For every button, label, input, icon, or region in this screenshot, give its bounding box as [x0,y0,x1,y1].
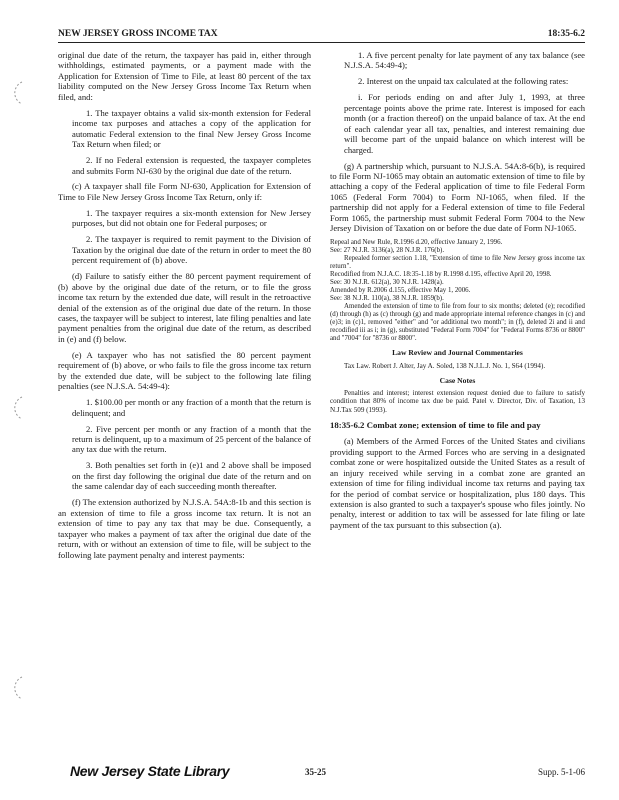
left-paragraph: 2. If no Federal extension is requested, the taxpayer completes and submits Form NJ-630 by the original due date of the return. [72,155,311,176]
section-heading: 18:35-6.2 Combat zone; extension of time to file and pay [330,420,541,431]
left-column [58,50,311,565]
punch-hole-mark [8,675,26,701]
history-note: See: 27 N.J.R. 3136(a), 28 N.J.R. 176(b). [330,247,445,255]
library-stamp: New Jersey State Library [70,763,230,779]
header-section-number: 18:35-6.2 [547,29,585,39]
left-paragraph: original due date of the return, the taxpayer has paid in, either through withholdings, estimated payments, or a payment made with the Application for Extension of Time to File, at least 80 percent of the tax liability computed on the New Jersey Gross Income Tax Return when filed, and: [58,50,311,102]
history-note: Repealed former section 1.18, "Extension of time to file New Jersey gross income tax return". [330,255,585,271]
history-note: See: 38 N.J.R. 110(a), 38 N.J.R. 1859(b). [330,295,444,303]
right-paragraph: (g) A partnership which, pursuant to N.J.S.A. 54A:8-6(b), is required to file Form NJ-1065 may obtain an automatic extension of time to file by attaching a copy of the Federal application of time to file Federal Form 1065 (Federal Form 7004) to Form NJ-1065, when filed. If the partnership did not apply for a Federal extension of time to file Federal Form 1065, the partnership must submit Federal Form 7004 to the New Jersey Division of Taxation on or before the due date of Form NJ-1065. [330,160,585,234]
left-paragraph: 3. Both penalties set forth in (e)1 and 2 above shall be imposed on the first day following the original due date of the return and on the same calendar day of each succeeding month thereafter. [72,460,311,492]
right-paragraph: 1. A five percent penalty for late payment of any tax balance (see N.J.S.A. 54:49-4); [344,50,585,71]
annotation-text: Penalties and interest; interest extension request denied due to failure to satisfy condition that 80% of income tax due be paid. Patel v. Director, Div. of Taxation, 13 N.J.Tax 509 (1993). [330,389,585,414]
left-paragraph: 2. Five percent per month or any fraction of a month that the return is delinquent, up to a maximum of 25 percent of the balance of any tax due with the return. [72,423,311,455]
right-column [330,50,585,536]
left-paragraph: 1. $100.00 per month or any fraction of a month that the return is delinquent; and [72,397,311,418]
punch-hole-mark [8,80,26,106]
right-paragraph: 2. Interest on the unpaid tax calculated at the following rates: [358,76,569,87]
annotation-heading: Law Review and Journal Commentaries [392,348,523,358]
header-title: NEW JERSEY GROSS INCOME TAX [58,29,218,39]
supplement-date: Supp. 5-1-06 [538,767,585,777]
punch-hole-mark [8,395,26,421]
right-paragraph: i. For periods ending on and after July 1, 1993, at three percentage points above the prime rate. Interest is imposed for each month (or a fraction thereof) on the unpaid balance of tax. At the end of each calendar year all tax, penalties, and interest remaining due will become part of the unpaid balance on which interest will be charged. [344,92,585,155]
left-paragraph: 2. The taxpayer is required to remit payment to the Division of Taxation by the original due date of the return in order to meet the 80 percent requirement of (b) above. [72,234,311,266]
history-note: Amended by R.2006 d.155, effective May 1, 2006. [330,287,471,295]
annotation-heading: Case Notes [439,375,476,385]
annotation-text: Tax Law. Robert J. Alter, Jay A. Soled, 138 N.J.L.J. No. 1, S64 (1994). [344,361,546,370]
history-note: See: 30 N.J.R. 612(a), 30 N.J.R. 1428(a). [330,279,444,287]
left-paragraph: (f) The extension authorized by N.J.S.A. 54A:8-1b and this section is an extension of time to file a gross income tax return. It is not an extension of time to pay any tax that may be due. Consequently, a taxpayer who makes a payment of tax after the original due date of the return, with or without an extension of time to file, will be subject to the following late payment penalty and interest payments: [58,497,311,560]
left-paragraph: (e) A taxpayer who has not satisfied the 80 percent payment requirement of (b) above, or who fails to file the gross income tax return by the extended due date, will be subject to the following late filing penalties (see N.J.S.A. 54:49-4): [58,349,311,392]
right-paragraph: (a) Members of the Armed Forces of the United States and civilians providing support to the Armed Forces who are serving in a designated combat zone or were hospitalized outside the United States as a result of an injury received while serving in a combat zone are granted an extension of time for filing individual income tax returns and paying tax for the period of combat service or hospitalization, plus 180 days. This extension is also granted to such a taxpayer's spouse who files jointly. No penalty, interest or addition to tax will be assessed for late filing or late payment of the tax pursuant to this subsection (a). [330,436,585,530]
history-note: Repeal and New Rule, R.1996 d.20, effective January 2, 1996. [330,239,503,247]
history-note: Amended the extension of time to file from four to six months; deleted (e); recodified (d) through (h) as (c) through (g) and made appropriate internal reference changes in (c) and (e)3; in (c)1, removed "either" and "or additional two month"; in (f), deleted 2i and ii and recodified iii as i; in (g), substituted "Federal Form 7004" for "Federal Forms 8736 or 8800" and "7004" for "8736 or 8800". [330,303,585,343]
left-paragraph: (d) Failure to satisfy either the 80 percent payment requirement of (b) above by the original due date of the return, or to file the gross income tax return by the extended due date, will result in the retroactive denial of the extension as of the original due date of the return. In those cases, the taxpayer will be subject to interest, late filing penalties and late payment penalties from the original due date of the return, as described in (e) and (f) below. [58,271,311,344]
left-paragraph: 1. The taxpayer requires a six-month extension for New Jersey purposes, but did not obtain one for Federal purposes; or [72,207,311,229]
page-number: 35-25 [305,767,326,777]
left-paragraph: (c) A taxpayer shall file Form NJ-630, Application for Extension of Time to File New Jersey Gross Income Tax Return, only if: [58,181,311,202]
running-header [58,26,585,43]
history-note: Recodified from N.J.A.C. 18:35-1.18 by R.1998 d.195, effective April 20, 1998. [330,271,552,279]
left-paragraph: 1. The taxpayer obtains a valid six-month extension for Federal income tax purposes and attaches a copy of the application for automatic Federal extension to the final New Jersey Gross Income Tax Return when filed; or [72,107,311,150]
